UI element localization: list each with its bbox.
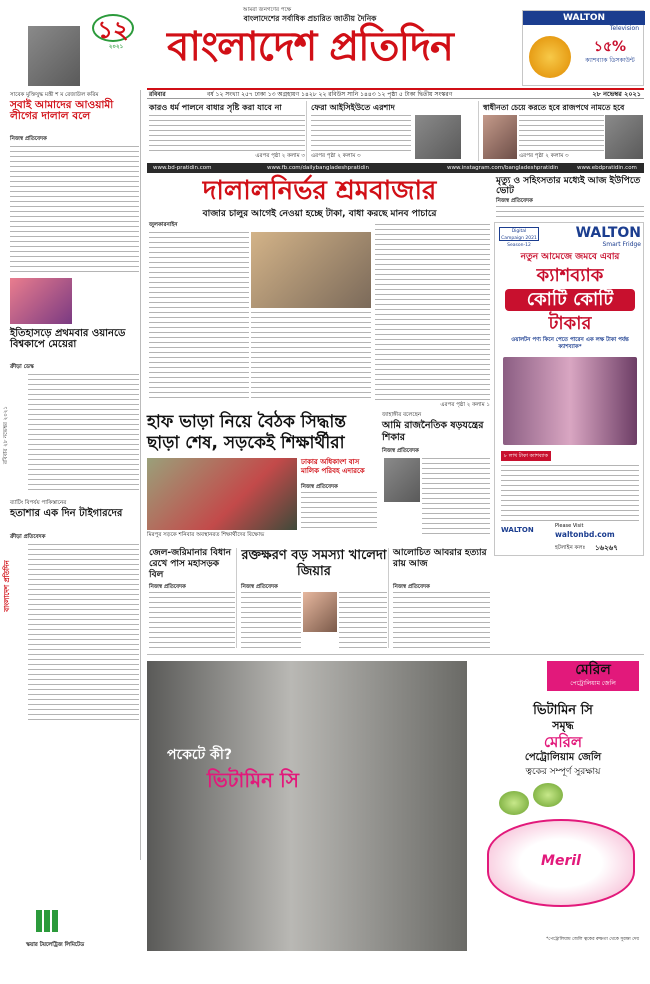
top-story-3-title: স্বাধীনতা চেয়ে করতে হবে রাজপথে নামতে হবে bbox=[483, 103, 625, 112]
lead-body-col1 bbox=[149, 232, 249, 402]
top-story-2-title: ফেরা আইসিইউতে এরশাদ bbox=[311, 103, 395, 112]
fare-photo bbox=[147, 458, 297, 530]
left-story1-body bbox=[10, 146, 139, 276]
walton-url[interactable]: waltonbd.com bbox=[555, 530, 615, 539]
fare-sub: ঢাকার অধিকাংশ বাস মালিক পরিবহ এদারকে bbox=[301, 458, 365, 475]
walton-campaign: Digital Campaign 2021 Season-12 bbox=[499, 227, 539, 241]
bottom-story-3-byline: নিজস্ব প্রতিবেদক bbox=[393, 584, 430, 590]
walton-tv-ad[interactable] bbox=[522, 10, 644, 86]
walton-tv-sub: Television bbox=[609, 25, 639, 32]
side-strip-label: বাংলাদেশ প্রতিদিন bbox=[3, 560, 11, 612]
left-story2-title[interactable]: ইতিহাসড়ে প্রথমবার ওয়ানডে বিশ্বকাপে মেয়েরা bbox=[10, 328, 126, 350]
lime-icon-2 bbox=[533, 783, 563, 807]
politician-photo bbox=[28, 26, 80, 86]
meril-ad[interactable] bbox=[147, 654, 644, 954]
lead-body-col2 bbox=[251, 312, 371, 402]
lead-photo bbox=[251, 232, 371, 308]
politics-photo bbox=[384, 458, 420, 502]
meril-brand: মেরিল bbox=[575, 662, 611, 678]
bottom-story-3-title: আলোচিত আবরার হত্যার রায় আজ bbox=[393, 548, 487, 569]
lead-subtitle: বাজার চালুর আগেই নেওয়া হচ্ছে টাকা, বাধা করছে মানব পাচারে bbox=[202, 209, 437, 219]
walton-line2: ক্যাশব্যাক bbox=[536, 265, 604, 286]
top-story-3-body bbox=[519, 115, 604, 151]
social-ig[interactable]: www.instagram.com/bangladeshpratidin bbox=[447, 165, 559, 171]
offer-burst-icon bbox=[529, 36, 571, 78]
walton-line1: নতুন আমেজে জমবে এবার bbox=[520, 252, 620, 262]
masthead-tagline: বাংলাদেশের সর্বাধিক প্রচারিত জাতীয় দৈনিক bbox=[243, 14, 377, 23]
lead-title: দালালনির্ভর শ্রমবাজার bbox=[202, 176, 437, 206]
politics-byline: নিজস্ব প্রতিবেদক bbox=[382, 448, 419, 454]
walton-tv-discount: ১৫% bbox=[593, 39, 627, 55]
lead-story[interactable] bbox=[147, 176, 492, 410]
top-story-3-photo-2 bbox=[605, 115, 643, 159]
side-strip-date: রবিবার ২৮ নভেম্বর ২০২১ bbox=[3, 406, 9, 464]
meril-r2: সমৃদ্ধ bbox=[552, 719, 574, 732]
top-stories-row bbox=[147, 101, 644, 161]
square-logo-icon bbox=[36, 910, 58, 932]
up-vote-body bbox=[496, 206, 644, 220]
meril-q: পকেটে কী? bbox=[167, 747, 232, 763]
left-story3-title[interactable]: হতাশার এক দিন টাইগারদের bbox=[10, 508, 123, 519]
bottom-story-1-body bbox=[149, 592, 235, 648]
left-story3-body bbox=[28, 544, 139, 720]
bottom-stories bbox=[147, 548, 492, 648]
masthead-title: বাংলাদেশ প্রতিদিন bbox=[167, 24, 453, 70]
walton-line3: কোটি কোটি bbox=[505, 289, 635, 311]
walton-tv-offer: ক্যাশব্যাক ডিসকাউন্ট bbox=[585, 57, 635, 64]
top-story-2-jump: এরপর পৃষ্ঠা ২ কলাম ৩ bbox=[311, 153, 361, 159]
walton-badge: ৮ লাখ টাকা ক্যাশব্যাক bbox=[501, 451, 551, 461]
walton-hotline-label: হটলাইন কলঃ bbox=[555, 545, 586, 551]
left-story2-byline: ক্রীড়া ডেস্ক bbox=[10, 364, 34, 370]
lead-body-col3 bbox=[375, 224, 490, 402]
meril-a: ভিটামিন সি bbox=[207, 768, 299, 792]
meril-r3: মেরিল bbox=[543, 733, 583, 751]
top-story-1[interactable] bbox=[147, 101, 307, 161]
social-web[interactable]: www.bd-pratidin.com bbox=[153, 165, 212, 171]
social-web2[interactable]: www.ebdpratidin.com bbox=[577, 165, 637, 171]
meril-brand-box bbox=[547, 661, 639, 691]
bottom-story-2-byline: নিজস্ব প্রতিবেদক bbox=[241, 584, 278, 590]
walton-line4: টাকার bbox=[548, 313, 592, 334]
anniv-year: ২০২১ bbox=[108, 44, 124, 50]
meril-tub-label: Meril bbox=[541, 853, 581, 869]
up-vote-byline: নিজস্ব প্রতিবেদক bbox=[496, 198, 533, 204]
top-story-3-photo bbox=[483, 115, 517, 159]
fridge-image bbox=[503, 357, 637, 445]
anniversary-logo: ১২ bbox=[92, 14, 134, 42]
top-story-1-title: কারও ধর্ম পালনে বাধার সৃষ্টি করা যাবে না bbox=[149, 103, 282, 112]
bottom-story-1-byline: নিজস্ব প্রতিবেদক bbox=[149, 584, 186, 590]
top-story-2-photo bbox=[415, 115, 461, 159]
lead-byline: জুলকারনাইন bbox=[149, 222, 178, 228]
dateline-day: রবিবার bbox=[149, 91, 166, 98]
left-story1-byline: নিজস্ব প্রতিবেদক bbox=[10, 136, 47, 142]
side-strip bbox=[0, 520, 12, 650]
womens-cricket-photo bbox=[10, 278, 72, 324]
bottom-story-1[interactable] bbox=[147, 548, 237, 648]
fare-byline: নিজস্ব প্রতিবেদক bbox=[301, 484, 338, 490]
politics-body bbox=[422, 458, 490, 538]
lead-jump: এরপর পৃষ্ঠা ২ কলাম ১ bbox=[440, 402, 490, 408]
left-story3-kicker: ব্যাটিং বিপর্যয় পাকিস্তানের bbox=[10, 500, 67, 506]
social-fb[interactable]: www.fb.com/dailybangladeshpratidin bbox=[267, 165, 369, 171]
bottom-story-3[interactable] bbox=[391, 548, 492, 648]
left-column bbox=[8, 90, 141, 860]
dateline-date: ২৮ নভেম্বর ২০২১ bbox=[592, 90, 641, 98]
bottom-story-2[interactable] bbox=[239, 548, 389, 648]
top-story-1-body bbox=[149, 115, 305, 151]
meril-tub-image bbox=[487, 819, 635, 907]
walton-product: Smart Fridge bbox=[602, 241, 641, 248]
meril-r5: ত্বকের সম্পূর্ণ সুরক্ষায় bbox=[525, 767, 601, 777]
square-sponsor: স্কয়ার টয়লেট্রিজ লিমিটেড bbox=[26, 942, 85, 948]
bottom-story-2-title: রক্তক্ষরণ বড় সমস্যা খালেদা জিয়ার bbox=[241, 548, 387, 579]
meril-footnote: *পেট্রোলিয়াম জেলি ত্বকের রুক্ষতা থেকে সুরক্ষা দেয় bbox=[546, 937, 639, 942]
up-vote-story[interactable] bbox=[494, 176, 644, 220]
left-story2-body bbox=[28, 374, 139, 494]
left-story1-title[interactable]: সবাই আমাদের আওয়ামী লীগের দালাল বলে bbox=[10, 99, 114, 122]
politics-kicker: জাহাঙ্গীর বলেছেন bbox=[382, 412, 422, 418]
fare-body bbox=[301, 492, 377, 530]
bottom-story-2-body bbox=[241, 592, 301, 648]
walton-brand: WALTON bbox=[575, 225, 641, 241]
politics-story[interactable] bbox=[380, 412, 490, 540]
top-story-2[interactable] bbox=[309, 101, 479, 161]
left-story1-kicker: সাবেক মুক্তিযুদ্ধ মন্ত্রী শ ম রেজাউল করিম bbox=[10, 92, 99, 98]
walton-fridge-ad[interactable] bbox=[494, 222, 644, 556]
side-strip-date-box bbox=[0, 380, 12, 490]
fare-caption: মিরপুর সড়কে শনিবার অবস্থানরত শিক্ষার্থীদের বিক্ষোভ bbox=[147, 532, 265, 538]
dateline-text: বর্ষ ১২ সংখ্যা ২৫৭ ঢাকা ১৩ অগ্রহায়ণ ১৪২৮ ২২ রবিউস সানি ১৪৪৩ ১২ পৃষ্ঠা ৫ টাকা দ্বিতীয় সংস্করণ bbox=[207, 91, 453, 98]
politics-title: আমি রাজনৈতিক ষড়যন্ত্রের শিকার bbox=[382, 420, 484, 443]
meril-r4: পেট্রোলিয়াম জেলি bbox=[524, 752, 602, 763]
walton-hotline[interactable]: ১৬২৬৭ bbox=[595, 544, 618, 552]
bottom-story-1-title: জেল-জরিমানার বিধান রেখে পাস মহাসড়ক বিল bbox=[149, 548, 232, 580]
top-story-1-jump: এরপর পৃষ্ঠা ২ কলাম ৩ bbox=[255, 153, 305, 159]
fare-story[interactable] bbox=[147, 412, 377, 540]
khaleda-photo bbox=[303, 592, 337, 632]
top-story-2-body bbox=[311, 115, 411, 151]
lime-icon bbox=[499, 791, 529, 815]
fare-title: হাফ ভাড়া নিয়ে বৈঠক সিদ্ধান্ত ছাড়া শেষ, সড়কেই শিক্ষার্থীরা bbox=[147, 412, 347, 453]
meril-brand-sub: পেট্রোলিয়াম জেলি bbox=[570, 680, 616, 687]
top-story-3[interactable] bbox=[481, 101, 644, 161]
dateline-bar bbox=[147, 88, 644, 99]
masthead-kicker: আমরা জনগণের পক্ষে bbox=[242, 7, 292, 13]
walton-visit-label: Please Visit bbox=[555, 523, 584, 529]
left-story3-byline: ক্রীড়া প্রতিবেদক bbox=[10, 534, 46, 540]
walton-offer: ওয়ালটন পণ্য কিনে পেতে পারেন এক লক্ষ টাকা পর্যন্ত ক্যাশব্যাক* bbox=[511, 337, 629, 350]
bottom-story-3-body bbox=[393, 592, 490, 648]
bottom-story-2-body-b bbox=[339, 592, 387, 648]
walton-rules bbox=[501, 465, 639, 521]
meril-r1: ভিটামিন সি bbox=[533, 703, 593, 718]
walton-tv-logo: WALTON bbox=[523, 11, 645, 25]
walton-logo-bottom: WALTON bbox=[501, 526, 534, 534]
meril-ad-photo bbox=[147, 661, 467, 951]
social-bar bbox=[147, 163, 644, 173]
up-vote-title: মৃত্যু ও সহিংসতার মধ্যেই আজ ইউপিতে ভোট bbox=[496, 176, 641, 196]
top-story-3-jump: এরপর পৃষ্ঠা ২ কলাম ৩ bbox=[519, 153, 569, 159]
